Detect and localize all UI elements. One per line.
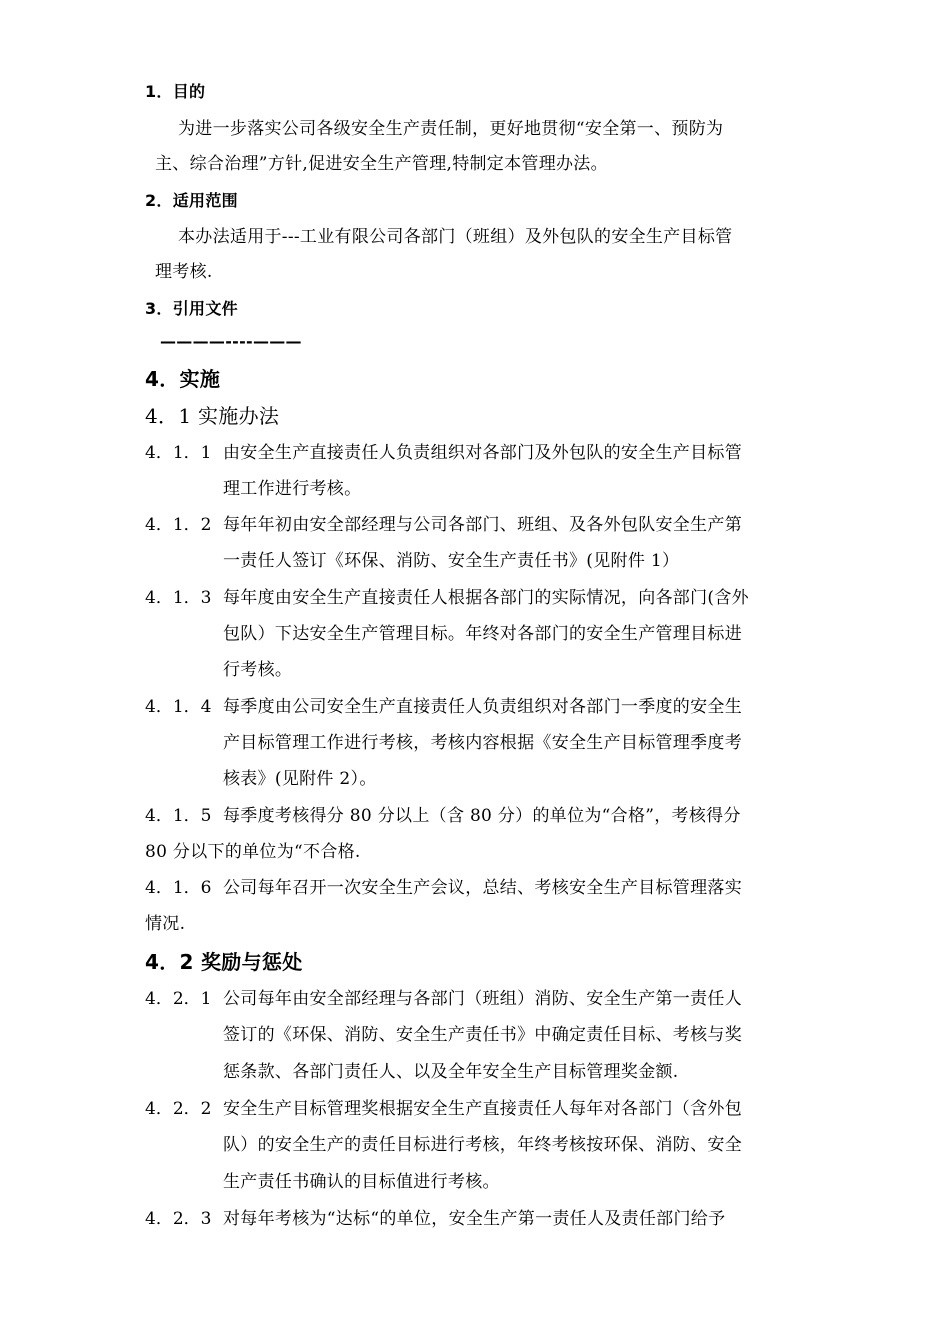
item-number: 4．2．3 <box>145 1209 212 1229</box>
item-number: 4．2．2 <box>145 1099 212 1119</box>
item-4-2-2-line-3: 生产责任书确认的目标值进行考核。 <box>223 1172 500 1192</box>
item-number: 4．1．5 <box>145 806 212 826</box>
item-4-1-1-line-2: 理工作进行考核。 <box>223 479 362 499</box>
subsection-4-1-heading: 4．1 实施办法 <box>145 404 280 428</box>
item-number: 4．2．1 <box>145 989 212 1009</box>
item-4-1-3-line-3: 行考核。 <box>223 660 293 680</box>
item-4-2-2-line-1: 4．2．2 安全生产目标管理奖根据安全生产直接责任人每年对各部门（含外包 <box>145 1099 742 1119</box>
item-number: 4．1．2 <box>145 515 212 535</box>
item-4-2-1-line-2: 签订的《环保、消防、安全生产责任书》中确定责任目标、考核与奖 <box>223 1025 742 1045</box>
item-4-1-6-line-1: 4．1．6 公司每年召开一次安全生产会议，总结、考核安全生产目标管理落实 <box>145 878 742 898</box>
section-2-paragraph-line-2: 理考核. <box>155 262 213 282</box>
item-4-2-1-line-1: 4．2．1 公司每年由安全部经理与各部门（班组）消防、安全生产第一责任人 <box>145 989 742 1009</box>
item-4-2-3-line-1: 4．2．3 对每年考核为“达标“的单位，安全生产第一责任人及责任部门给予 <box>145 1209 726 1229</box>
section-2-heading: 2．适用范围 <box>145 191 238 210</box>
item-4-1-4-line-1: 4．1．4 每季度由公司安全生产直接责任人负责组织对各部门一季度的安全生 <box>145 697 742 717</box>
item-4-1-4-line-3: 核表》(见附件 2）。 <box>223 769 377 789</box>
section-3-placeholder-dashes: ————----——— <box>160 332 302 351</box>
section-1-heading: 1．目的 <box>145 82 206 101</box>
item-4-1-2-line-1: 4．1．2 每年年初由安全部经理与公司各部门、班组、及各外包队安全生产第 <box>145 515 742 535</box>
section-1-paragraph-line-2: 主、综合治理”方针,促进安全生产管理,特制定本管理办法。 <box>155 154 608 174</box>
item-4-2-2-line-2: 队）的安全生产的责任目标进行考核，年终考核按环保、消防、安全 <box>223 1135 742 1155</box>
section-2-paragraph-line-1: 本办法适用于---工业有限公司各部门（班组）及外包队的安全生产目标管 <box>178 227 733 247</box>
item-4-1-6-line-2: 情况. <box>145 914 186 934</box>
item-number: 4．1．4 <box>145 697 212 717</box>
subsection-4-2-heading: 4．2 奖励与惩处 <box>145 950 303 974</box>
item-4-1-4-line-2: 产目标管理工作进行考核，考核内容根据《安全生产目标管理季度考 <box>223 733 742 753</box>
item-4-1-1-line-1: 4．1．1 由安全生产直接责任人负责组织对各部门及外包队的安全生产目标管 <box>145 443 742 463</box>
item-number: 4．1．6 <box>145 878 212 898</box>
item-4-1-3-line-1: 4．1．3 每年度由安全生产直接责任人根据各部门的实际情况，向各部门(含外 <box>145 588 749 608</box>
item-4-1-5-line-2: 80 分以下的单位为“不合格. <box>145 842 361 862</box>
section-3-heading: 3．引用文件 <box>145 299 238 318</box>
item-number: 4．1．3 <box>145 588 212 608</box>
item-4-1-2-line-2: 一责任人签订《环保、消防、安全生产责任书》(见附件 1） <box>223 551 680 571</box>
item-4-2-1-line-3: 惩条款、各部门责任人、以及全年安全生产目标管理奖金额. <box>223 1062 679 1082</box>
item-4-1-3-line-2: 包队）下达安全生产管理目标。年终对各部门的安全生产管理目标进 <box>223 624 742 644</box>
section-1-paragraph-line-1: 为进一步落实公司各级安全生产责任制，更好地贯彻“安全第一、预防为 <box>178 119 724 139</box>
section-4-heading: 4．实施 <box>145 367 221 391</box>
item-4-1-5-line-1: 4．1．5 每季度考核得分 80 分以上（含 80 分）的单位为“合格”，考核得分 <box>145 806 741 826</box>
item-number: 4．1．1 <box>145 443 212 463</box>
